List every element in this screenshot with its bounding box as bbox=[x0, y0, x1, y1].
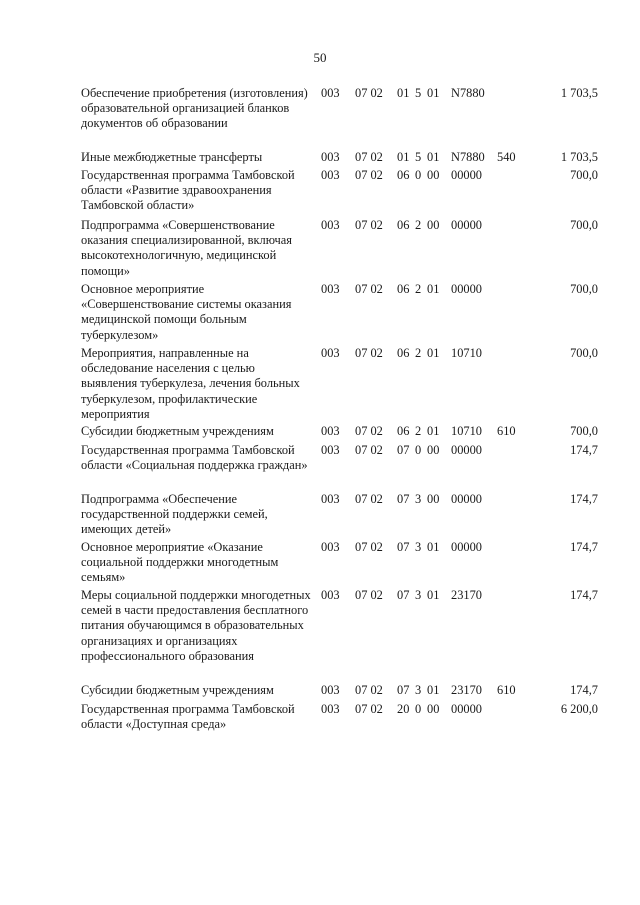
row-event-code: 01 bbox=[427, 346, 440, 360]
row-direction-code: 00000 bbox=[451, 540, 482, 554]
row-name: Мероприятия, направленные на обследование населения с целью выявления туберкулеза, лечения больных туберкулезом, профилактические мероприятия bbox=[81, 346, 300, 421]
row-program-code: 07 bbox=[397, 443, 410, 457]
row-admin-code: 003 bbox=[321, 540, 340, 554]
row-subprogram-code: 3 bbox=[415, 492, 422, 506]
row-admin-code: 003 bbox=[321, 588, 340, 602]
row-program-code: 01 bbox=[397, 150, 410, 164]
row-direction-code: 23170 bbox=[451, 683, 482, 697]
row-program-code: 20 bbox=[397, 702, 410, 716]
row-amount: 174,7 bbox=[570, 683, 598, 697]
row-program-code: 01 bbox=[397, 86, 410, 100]
row-amount: 700,0 bbox=[570, 218, 598, 232]
row-event-code: 00 bbox=[427, 168, 440, 182]
row-admin-code: 003 bbox=[321, 443, 340, 457]
row-name: Основное мероприятие «Оказание социальной поддержки многодетным семьям» bbox=[81, 540, 279, 585]
row-event-code: 01 bbox=[427, 86, 440, 100]
row-admin-code: 003 bbox=[321, 492, 340, 506]
row-section-code: 07 02 bbox=[355, 683, 383, 697]
row-event-code: 01 bbox=[427, 150, 440, 164]
row-event-code: 00 bbox=[427, 492, 440, 506]
row-direction-code: 00000 bbox=[451, 168, 482, 182]
row-section-code: 07 02 bbox=[355, 168, 383, 182]
row-name: Основное мероприятие «Совершенствование системы оказания медицинской помощи больным туберкулезом» bbox=[81, 282, 292, 342]
row-name: Государственная программа Тамбовской области «Развитие здравоохранения Тамбовской области» bbox=[81, 168, 295, 213]
row-expense-type: 610 bbox=[497, 424, 516, 438]
row-section-code: 07 02 bbox=[355, 218, 383, 232]
row-program-code: 06 bbox=[397, 424, 410, 438]
row-event-code: 01 bbox=[427, 540, 440, 554]
row-subprogram-code: 3 bbox=[415, 683, 422, 697]
row-program-code: 06 bbox=[397, 168, 410, 182]
row-subprogram-code: 0 bbox=[415, 443, 422, 457]
row-direction-code: 10710 bbox=[451, 424, 482, 438]
row-name: Подпрограмма «Совершенствование оказания специализированной, включая высокотехнологичную, медицинской помощи» bbox=[81, 218, 292, 278]
row-amount: 700,0 bbox=[570, 424, 598, 438]
row-section-code: 07 02 bbox=[355, 346, 383, 360]
row-name: Подпрограмма «Обеспечение государственной поддержки семей, имеющих детей» bbox=[81, 492, 268, 537]
row-amount: 6 200,0 bbox=[560, 702, 598, 716]
row-name: Иные межбюджетные трансферты bbox=[81, 150, 263, 164]
row-amount: 174,7 bbox=[570, 588, 598, 602]
row-direction-code: 00000 bbox=[451, 492, 482, 506]
row-subprogram-code: 0 bbox=[415, 168, 422, 182]
row-event-code: 00 bbox=[427, 702, 440, 716]
row-admin-code: 003 bbox=[321, 86, 340, 100]
row-section-code: 07 02 bbox=[355, 424, 383, 438]
row-subprogram-code: 2 bbox=[415, 424, 422, 438]
row-amount: 174,7 bbox=[570, 443, 598, 457]
row-direction-code: 00000 bbox=[451, 218, 482, 232]
row-program-code: 06 bbox=[397, 218, 410, 232]
row-amount: 700,0 bbox=[570, 346, 598, 360]
row-subprogram-code: 3 bbox=[415, 540, 422, 554]
row-direction-code: 23170 bbox=[451, 588, 482, 602]
row-amount: 1 703,5 bbox=[560, 86, 598, 100]
row-subprogram-code: 2 bbox=[415, 282, 422, 296]
row-event-code: 00 bbox=[427, 443, 440, 457]
row-name: Субсидии бюджетным учреждениям bbox=[81, 683, 274, 697]
row-admin-code: 003 bbox=[321, 168, 340, 182]
row-direction-code: N7880 bbox=[451, 86, 485, 100]
row-section-code: 07 02 bbox=[355, 540, 383, 554]
row-amount: 1 703,5 bbox=[560, 150, 598, 164]
row-direction-code: N7880 bbox=[451, 150, 485, 164]
row-event-code: 01 bbox=[427, 588, 440, 602]
row-program-code: 07 bbox=[397, 492, 410, 506]
row-admin-code: 003 bbox=[321, 702, 340, 716]
row-expense-type: 610 bbox=[497, 683, 516, 697]
row-name: Меры социальной поддержки многодетных семей в части предоставления бесплатного питания обучающимся в образовательных организациях и организациях профессионального образования bbox=[81, 588, 311, 663]
row-amount: 700,0 bbox=[570, 282, 598, 296]
row-admin-code: 003 bbox=[321, 683, 340, 697]
row-direction-code: 00000 bbox=[451, 702, 482, 716]
row-direction-code: 00000 bbox=[451, 282, 482, 296]
row-subprogram-code: 3 bbox=[415, 588, 422, 602]
row-amount: 174,7 bbox=[570, 540, 598, 554]
row-program-code: 07 bbox=[397, 540, 410, 554]
row-event-code: 01 bbox=[427, 424, 440, 438]
row-subprogram-code: 0 bbox=[415, 702, 422, 716]
row-amount: 700,0 bbox=[570, 168, 598, 182]
row-name: Субсидии бюджетным учреждениям bbox=[81, 424, 274, 438]
row-section-code: 07 02 bbox=[355, 443, 383, 457]
row-section-code: 07 02 bbox=[355, 86, 383, 100]
row-program-code: 06 bbox=[397, 282, 410, 296]
row-event-code: 01 bbox=[427, 282, 440, 296]
row-section-code: 07 02 bbox=[355, 588, 383, 602]
row-name: Государственная программа Тамбовской области «Социальная поддержка граждан» bbox=[81, 443, 308, 473]
page-number: 50 bbox=[313, 50, 327, 65]
row-admin-code: 003 bbox=[321, 218, 340, 232]
row-admin-code: 003 bbox=[321, 150, 340, 164]
row-direction-code: 00000 bbox=[451, 443, 482, 457]
row-subprogram-code: 2 bbox=[415, 346, 422, 360]
row-program-code: 06 bbox=[397, 346, 410, 360]
row-expense-type: 540 bbox=[497, 150, 516, 164]
row-subprogram-code: 5 bbox=[415, 86, 422, 100]
row-section-code: 07 02 bbox=[355, 150, 383, 164]
row-section-code: 07 02 bbox=[355, 492, 383, 506]
row-event-code: 00 bbox=[427, 218, 440, 232]
row-event-code: 01 bbox=[427, 683, 440, 697]
row-amount: 174,7 bbox=[570, 492, 598, 506]
row-section-code: 07 02 bbox=[355, 282, 383, 296]
row-direction-code: 10710 bbox=[451, 346, 482, 360]
row-admin-code: 003 bbox=[321, 424, 340, 438]
row-admin-code: 003 bbox=[321, 346, 340, 360]
row-name: Обеспечение приобретения (изготовления) образовательной организацией бланков документов об образовании bbox=[81, 86, 308, 131]
row-program-code: 07 bbox=[397, 588, 410, 602]
row-program-code: 07 bbox=[397, 683, 410, 697]
row-name: Государственная программа Тамбовской области «Доступная среда» bbox=[81, 702, 295, 732]
row-subprogram-code: 2 bbox=[415, 218, 422, 232]
row-subprogram-code: 5 bbox=[415, 150, 422, 164]
row-section-code: 07 02 bbox=[355, 702, 383, 716]
row-admin-code: 003 bbox=[321, 282, 340, 296]
